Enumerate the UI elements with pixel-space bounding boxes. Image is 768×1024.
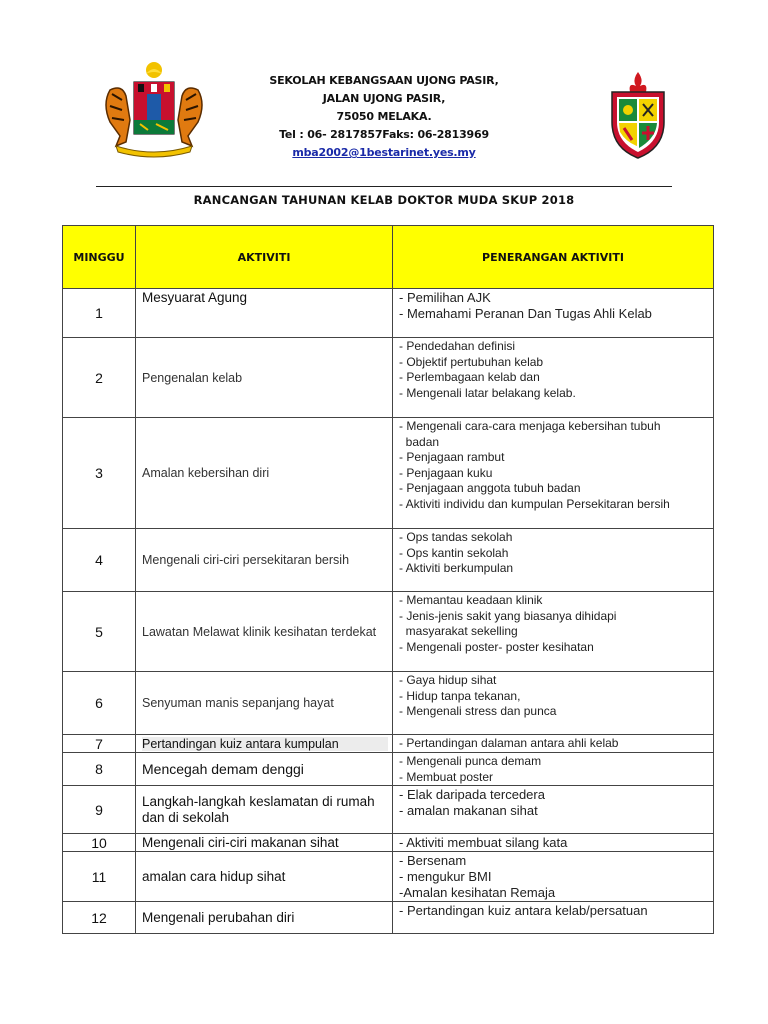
description-line: - Hidup tanpa tekanan, — [399, 688, 521, 703]
header-penerangan: PENERANGAN AKTIVITI — [393, 226, 714, 289]
table-row — [63, 902, 714, 934]
week-cell: 6 — [63, 672, 136, 735]
description-line: - Memantau keadaan klinik — [399, 593, 543, 607]
activity-cell: Langkah-langkah keslamatan di rumah dan di sekolah — [136, 786, 393, 834]
description-cell — [393, 418, 714, 529]
description-line: - Mengenali poster- poster kesihatan — [399, 639, 594, 654]
school-header — [200, 72, 568, 162]
description-line: - Mengenali cara-cara menjaga kebersihan tubuh — [399, 419, 661, 433]
description-line: - Penjagaan kuku — [399, 465, 493, 480]
description-cell — [393, 852, 714, 902]
description-line: - Pertandingan kuiz antara kelab/persatuan — [399, 903, 648, 918]
description-line: - Pendedahan definisi — [399, 339, 516, 353]
activity-cell: Lawatan Melawat klinik kesihatan terdekat — [136, 592, 393, 672]
table-row — [63, 852, 714, 902]
description-cell — [393, 786, 714, 834]
table-row — [63, 592, 714, 672]
table-row — [63, 529, 714, 592]
description-line: - Pertandingan dalaman antara ahli kelab — [399, 735, 619, 750]
table-row — [63, 834, 714, 852]
description-line: - Penjagaan rambut — [399, 450, 505, 464]
week-cell: 2 — [63, 338, 136, 418]
table-row — [63, 786, 714, 834]
table-row — [63, 289, 714, 338]
description-line: - amalan makanan sihat — [399, 803, 538, 818]
description-cell — [393, 902, 714, 934]
school-crest-logo — [606, 70, 670, 160]
description-line: masyarakat sekelling — [399, 624, 518, 638]
annual-plan-table — [62, 225, 714, 934]
activity-cell: Senyuman manis sepanjang hayat — [136, 672, 393, 735]
description-line: - Membuat poster — [399, 769, 494, 784]
description-line: - Aktiviti membuat silang kata — [399, 834, 568, 850]
description-line: - Objektif pertubuhan kelab — [399, 354, 544, 369]
activity-cell — [136, 735, 393, 753]
school-address-line1: JALAN UJONG PASIR, — [322, 92, 446, 105]
description-line: - mengukur BMI — [399, 869, 492, 884]
activity-cell: Amalan kebersihan diri — [136, 418, 393, 529]
description-line: - Penjagaan anggota tubuh badan — [399, 481, 581, 495]
description-line: - Mengenali stress dan punca — [399, 704, 557, 718]
activity-cell: Mengenali ciri-ciri persekitaran bersih — [136, 529, 393, 592]
description-line: - Bersenam — [399, 853, 467, 868]
description-line: - Memahami Peranan Dan Tugas Ahli Kelab — [399, 306, 652, 321]
activity-cell: Mencegah demam denggi — [136, 753, 393, 786]
week-cell: 1 — [63, 289, 136, 338]
description-cell — [393, 529, 714, 592]
description-line: - Aktiviti berkumpulan — [399, 561, 514, 575]
week-cell: 5 — [63, 592, 136, 672]
description-line: - Pemilihan AJK — [399, 290, 491, 305]
description-line: - Aktiviti individu dan kumpulan Persekitaran bersih — [399, 496, 670, 511]
description-line: -Amalan kesihatan Remaja — [399, 885, 556, 900]
week-cell: 9 — [63, 786, 136, 834]
description-cell — [393, 672, 714, 735]
description-line: - Elak daripada tercedera — [399, 787, 545, 802]
table-row — [63, 418, 714, 529]
school-name: SEKOLAH KEBANGSAAN UJONG PASIR, — [269, 74, 499, 87]
header-divider — [96, 186, 672, 187]
week-cell: 4 — [63, 529, 136, 592]
document-title: RANCANGAN TAHUNAN KELAB DOKTOR MUDA SKUP 2018 — [193, 193, 575, 207]
description-cell — [393, 834, 714, 852]
week-cell: 10 — [63, 834, 136, 852]
description-line: - Gaya hidup sihat — [399, 673, 497, 687]
table-row — [63, 672, 714, 735]
week-cell: 11 — [63, 852, 136, 902]
week-cell: 12 — [63, 902, 136, 934]
table-header-row — [63, 226, 714, 289]
description-cell — [393, 592, 714, 672]
table-row — [63, 338, 714, 418]
header-aktiviti: AKTIVITI — [136, 226, 393, 289]
school-email-link[interactable]: mba2002@1bestarinet.yes.my — [292, 146, 476, 159]
description-line: - Mengenali latar belakang kelab. — [399, 385, 576, 400]
activity-cell: Mesyuarat Agung — [136, 289, 393, 338]
description-line: - Ops tandas sekolah — [399, 530, 513, 544]
school-address-line2: 75050 MELAKA. — [336, 110, 432, 123]
activity-cell: Mengenali perubahan diri — [136, 902, 393, 934]
table-row — [63, 753, 714, 786]
activity-text: Pertandingan kuiz antara kumpulan — [142, 737, 388, 751]
description-cell — [393, 735, 714, 753]
week-cell: 8 — [63, 753, 136, 786]
description-cell — [393, 289, 714, 338]
description-line: - Mengenali punca demam — [399, 754, 542, 768]
activity-cell: Mengenali ciri-ciri makanan sihat — [136, 834, 393, 852]
week-cell: 7 — [63, 735, 136, 753]
description-line: badan — [399, 434, 440, 449]
description-cell — [393, 753, 714, 786]
table-row — [63, 735, 714, 753]
school-contact: Tel : 06- 2817857Faks: 06-2813969 — [279, 128, 489, 141]
description-cell — [393, 338, 714, 418]
description-line: - Ops kantin sekolah — [399, 545, 509, 560]
header-minggu: MINGGU — [63, 226, 136, 289]
week-cell: 3 — [63, 418, 136, 529]
activity-cell: amalan cara hidup sihat — [136, 852, 393, 902]
description-line: - Perlembagaan kelab dan — [399, 370, 540, 384]
description-line: - Jenis-jenis sakit yang biasanya dihidapi — [399, 608, 617, 623]
coat-of-arms-logo — [96, 60, 212, 160]
activity-cell: Pengenalan kelab — [136, 338, 393, 418]
